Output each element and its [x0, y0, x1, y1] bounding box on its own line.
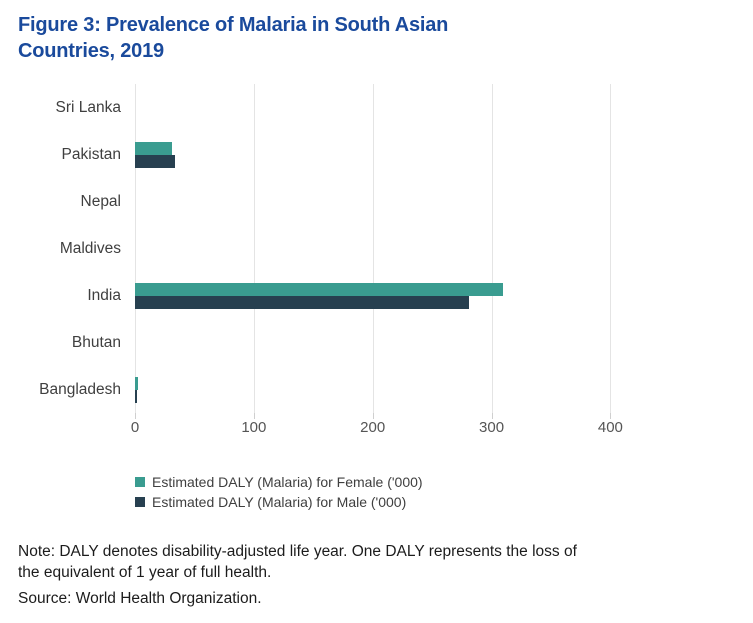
y-axis-label: Bangladesh	[39, 381, 121, 398]
legend-label-female: Estimated DALY (Malaria) for Female ('000)	[152, 474, 423, 490]
y-axis-label: Maldives	[59, 240, 121, 257]
bar-female-bangladesh	[135, 377, 138, 390]
x-tick-label: 300	[479, 419, 505, 436]
x-tick-label: 200	[360, 419, 386, 436]
x-tick-label: 0	[130, 419, 140, 436]
y-axis-label: Sri Lanka	[55, 99, 121, 116]
legend	[135, 472, 423, 512]
gridline-400	[610, 84, 611, 413]
legend-label-male: Estimated DALY (Malaria) for Male ('000)	[152, 494, 407, 510]
bar-male-india	[135, 296, 469, 309]
bar-female-india	[135, 283, 503, 296]
gridline-100	[254, 84, 255, 413]
bar-female-pakistan	[135, 142, 172, 155]
bar-male-pakistan	[135, 155, 175, 168]
source-text: Source: World Health Organization.	[18, 590, 262, 607]
gridline-0	[135, 84, 136, 413]
x-axis-labels	[130, 419, 753, 437]
figure-title-line2: Countries, 2019	[18, 40, 164, 62]
bar-male-bangladesh	[135, 390, 137, 403]
x-tick-label: 100	[241, 419, 267, 436]
figure-title-line1: Figure 3: Prevalence of Malaria in South Asian	[18, 14, 449, 36]
gridline-300	[492, 84, 493, 413]
figure-title	[18, 12, 448, 64]
plot-area	[135, 84, 753, 413]
x-tick-label: 400	[597, 419, 623, 436]
y-axis-label: Pakistan	[61, 146, 121, 163]
gridline-200	[373, 84, 374, 413]
legend-item-male	[135, 492, 423, 512]
legend-swatch-female-icon	[135, 477, 145, 487]
y-axis-label: Nepal	[80, 193, 121, 210]
note-line2: the equivalent of 1 year of full health.	[18, 564, 272, 581]
note-line1: Note: DALY denotes disability-adjusted life year. One DALY represents the loss of	[18, 543, 577, 560]
legend-swatch-male-icon	[135, 497, 145, 507]
y-axis-label: Bhutan	[71, 334, 121, 351]
note-text	[18, 541, 577, 583]
legend-item-female	[135, 472, 423, 492]
y-axis-label: India	[87, 287, 121, 304]
y-axis-labels	[0, 84, 121, 413]
